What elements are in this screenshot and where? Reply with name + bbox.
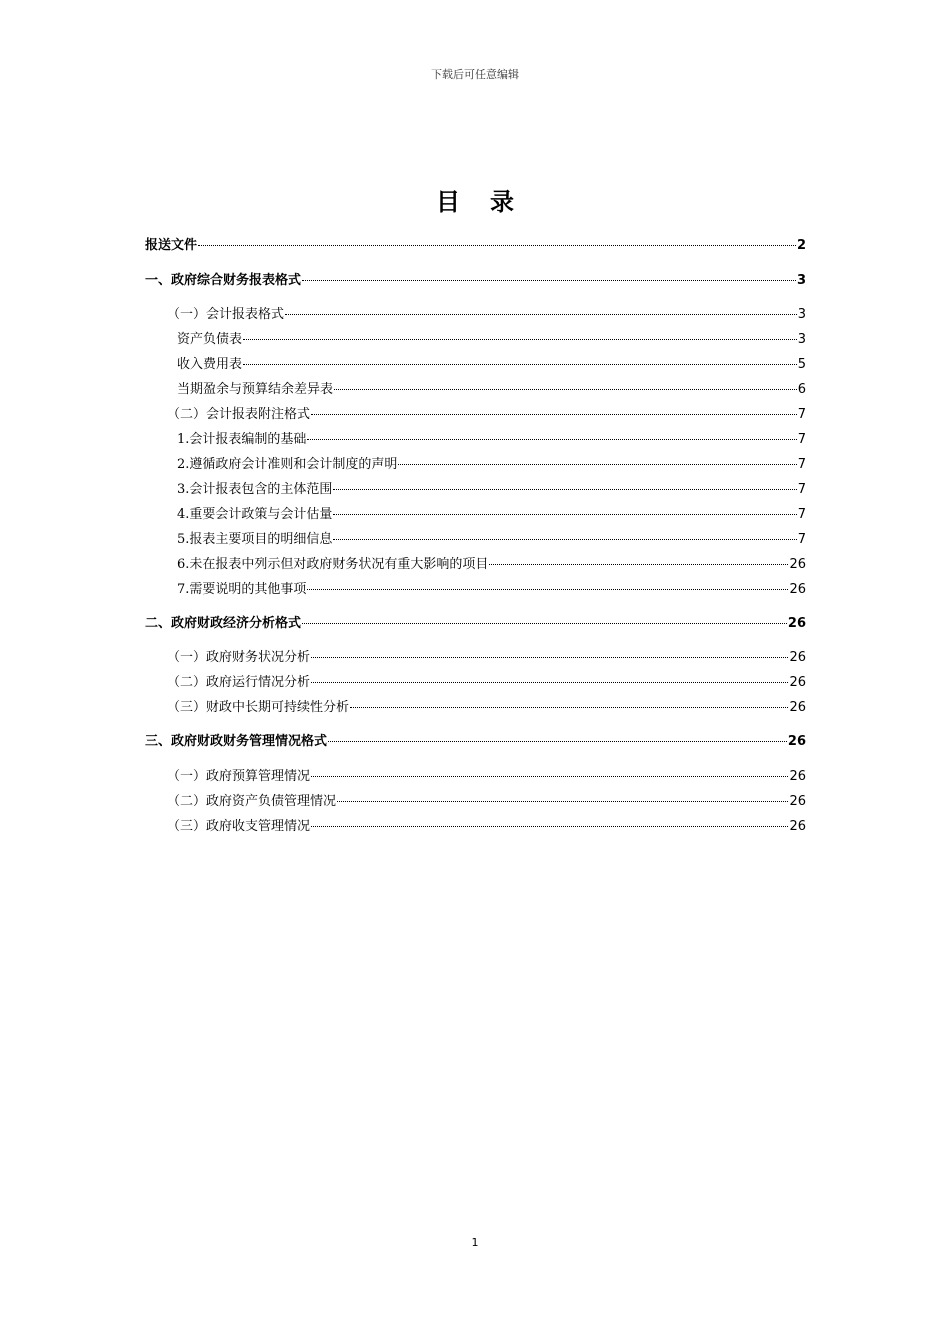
toc-dot-leader	[198, 244, 796, 246]
toc-entry[interactable]	[177, 482, 806, 498]
toc-entry[interactable]	[167, 700, 806, 716]
toc-entry-label: 三、政府财政财务管理情况格式	[145, 734, 328, 749]
toc-entry-page: 26	[789, 794, 806, 809]
toc-entry[interactable]	[177, 432, 806, 448]
toc-dot-leader	[328, 740, 787, 742]
toc-dot-leader	[307, 438, 796, 440]
toc-entry-label: （一）会计报表格式	[167, 307, 285, 322]
toc-dot-leader	[337, 800, 788, 802]
toc-dot-leader	[243, 338, 797, 340]
toc-entry-label: 收入费用表	[177, 357, 243, 372]
toc-entry-page: 26	[787, 734, 806, 749]
toc-entry[interactable]	[145, 273, 806, 289]
toc-entry[interactable]	[145, 616, 806, 632]
toc-dot-leader	[311, 775, 788, 777]
toc-entry[interactable]	[177, 507, 806, 523]
toc-dot-leader	[333, 513, 796, 515]
page-header: 下载后可任意编辑	[431, 68, 519, 81]
toc-entry[interactable]	[167, 794, 806, 810]
toc-dot-leader	[334, 388, 797, 390]
toc-dot-leader	[302, 622, 787, 624]
toc-entry-label: 7.需要说明的其他事项	[177, 582, 307, 597]
toc-entry-page: 5	[797, 357, 806, 372]
toc-entry-label: 当期盈余与预算结余差异表	[177, 382, 334, 397]
toc-dot-leader	[302, 279, 796, 281]
toc-entry[interactable]	[167, 819, 806, 835]
toc-entry-label: （一）政府财务状况分析	[167, 650, 311, 665]
toc-entry[interactable]	[167, 307, 806, 323]
toc-entry-page: 7	[797, 407, 806, 422]
toc-entry[interactable]	[177, 382, 806, 398]
toc-entry[interactable]	[177, 532, 806, 548]
page-title: 目录	[436, 187, 544, 216]
toc-dot-leader	[398, 463, 796, 465]
toc-entry-label: 5.报表主要项目的明细信息	[177, 532, 333, 547]
toc-entry[interactable]	[167, 769, 806, 785]
toc-entry-page: 3	[796, 273, 806, 288]
toc-entry-page: 26	[789, 675, 806, 690]
toc-entry-label: 资产负债表	[177, 332, 243, 347]
toc-entry-label: （三）财政中长期可持续性分析	[167, 700, 350, 715]
toc-entry-label: （二）会计报表附注格式	[167, 407, 311, 422]
toc-entry-label: 报送文件	[145, 238, 198, 253]
toc-entry-label: 二、政府财政经济分析格式	[145, 616, 302, 631]
toc-entry[interactable]	[167, 675, 806, 691]
toc-entry-label: 一、政府综合财务报表格式	[145, 273, 302, 288]
toc-entry-page: 2	[796, 238, 806, 253]
page-number: 1	[471, 1236, 479, 1249]
toc-entry[interactable]	[167, 650, 806, 666]
toc-entry-label: （一）政府预算管理情况	[167, 769, 311, 784]
toc-entry-page: 3	[797, 307, 806, 322]
toc-entry-page: 26	[789, 557, 806, 572]
toc-entry-page: 26	[787, 616, 806, 631]
toc-entry-label: 4.重要会计政策与会计估量	[177, 507, 333, 522]
toc-entry-label: 1.会计报表编制的基础	[177, 432, 307, 447]
toc-entry-label: 6.未在报表中列示但对政府财务状况有重大影响的项目	[177, 557, 489, 572]
toc-entry-label: （二）政府资产负债管理情况	[167, 794, 337, 809]
toc-entry[interactable]	[177, 332, 806, 348]
toc-dot-leader	[311, 656, 788, 658]
toc-entry-page: 26	[789, 650, 806, 665]
toc-entry-label: （三）政府收支管理情况	[167, 819, 311, 834]
toc-dot-leader	[285, 313, 797, 315]
toc-dot-leader	[489, 563, 788, 565]
toc-entry-page: 26	[789, 700, 806, 715]
toc-entry-page: 7	[797, 532, 806, 547]
toc-dot-leader	[333, 488, 796, 490]
toc-entry-page: 7	[797, 482, 806, 497]
toc-dot-leader	[311, 825, 788, 827]
toc-entry-label: （二）政府运行情况分析	[167, 675, 311, 690]
toc-dot-leader	[307, 588, 788, 590]
toc-entry-label: 2.遵循政府会计准则和会计制度的声明	[177, 457, 398, 472]
toc-entry[interactable]	[177, 357, 806, 373]
toc-entry[interactable]	[177, 557, 806, 573]
toc-entry[interactable]	[177, 582, 806, 598]
toc-entry[interactable]	[177, 457, 806, 473]
toc-entry-page: 26	[789, 819, 806, 834]
toc-entry-label: 3.会计报表包含的主体范围	[177, 482, 333, 497]
toc-entry-page: 7	[797, 507, 806, 522]
toc-entry-page: 26	[789, 769, 806, 784]
toc-dot-leader	[311, 681, 788, 683]
toc-dot-leader	[333, 538, 796, 540]
toc-entry-page: 3	[797, 332, 806, 347]
toc-entry[interactable]	[145, 238, 806, 254]
toc-dot-leader	[311, 413, 797, 415]
toc-entry[interactable]	[145, 734, 806, 750]
toc-entry-page: 26	[789, 582, 806, 597]
toc-entry[interactable]	[167, 407, 806, 423]
toc-entry-page: 7	[797, 457, 806, 472]
toc-dot-leader	[243, 363, 797, 365]
toc-entry-page: 6	[797, 382, 806, 397]
toc-entry-page: 7	[797, 432, 806, 447]
toc-dot-leader	[350, 706, 788, 708]
